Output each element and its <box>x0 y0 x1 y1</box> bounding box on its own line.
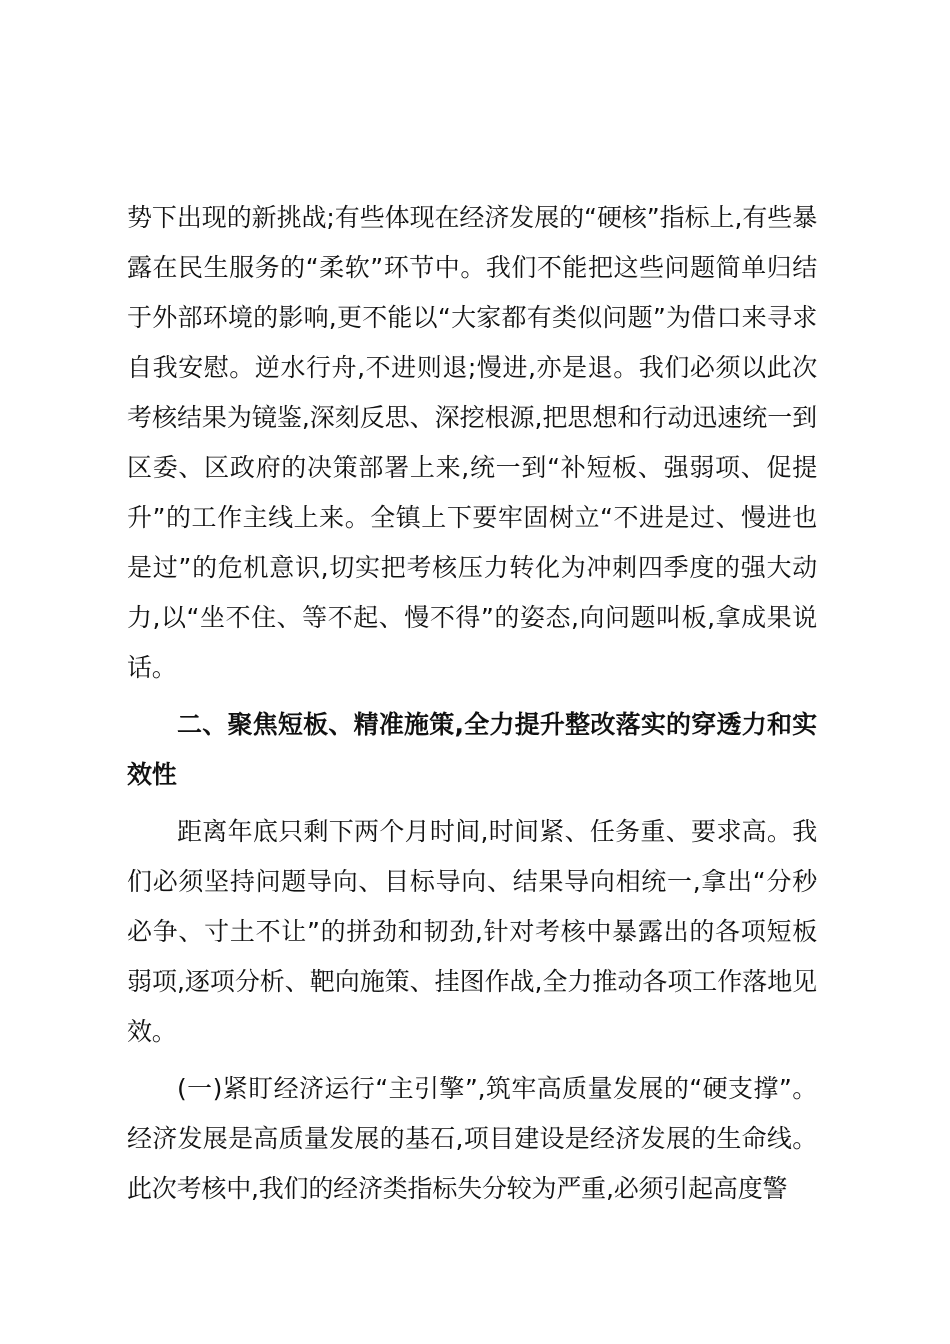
document-page <box>127 193 817 1214</box>
paragraph-year-end-deadline: 距离年底只剩下两个月时间,时间紧、任务重、要求高。我们必须坚持问题导向、目标导向、结果导向相统一,拿出“分秒必争、寸土不让”的拼劲和韧劲,针对考核中暴露出的各项短板弱项,逐项分析、靶向施策、挂图作战,全力推动各项工作落地见效。 <box>127 817 817 1046</box>
paragraph-problem-reflection: 势下出现的新挑战;有些体现在经济发展的“硬核”指标上,有些暴露在民生服务的“柔软”环节中。我们不能把这些问题简单归结于外部环境的影响,更不能以“大家都有类似问题”为借口来寻求自我安慰。逆水行舟,不进则退;慢进,亦是退。我们必须以此次考核结果为镜鉴,深刻反思、深挖根源,把思想和行动迅速统一到区委、区政府的决策部署上来,统一到“补短板、强弱项、促提升”的工作主线上来。全镇上下要牢固树立“不进是过、慢进也是过”的危机意识,切实把考核压力转化为冲刺四季度的强大动力,以“坐不住、等不起、慢不得”的姿态,向问题叫板,拿成果说话。 <box>127 203 817 682</box>
section-heading-two: 二、聚焦短板、精准施策,全力提升整改落实的穿透力和实效性 <box>127 710 817 789</box>
paragraph-subsection-one-economy: (一)紧盯经济运行“主引擎”,筑牢高质量发展的“硬支撑”。经济发展是高质量发展的基石,项目建设是经济发展的生命线。此次考核中,我们的经济类指标失分较为严重,必须引起高度警 <box>127 1074 817 1203</box>
